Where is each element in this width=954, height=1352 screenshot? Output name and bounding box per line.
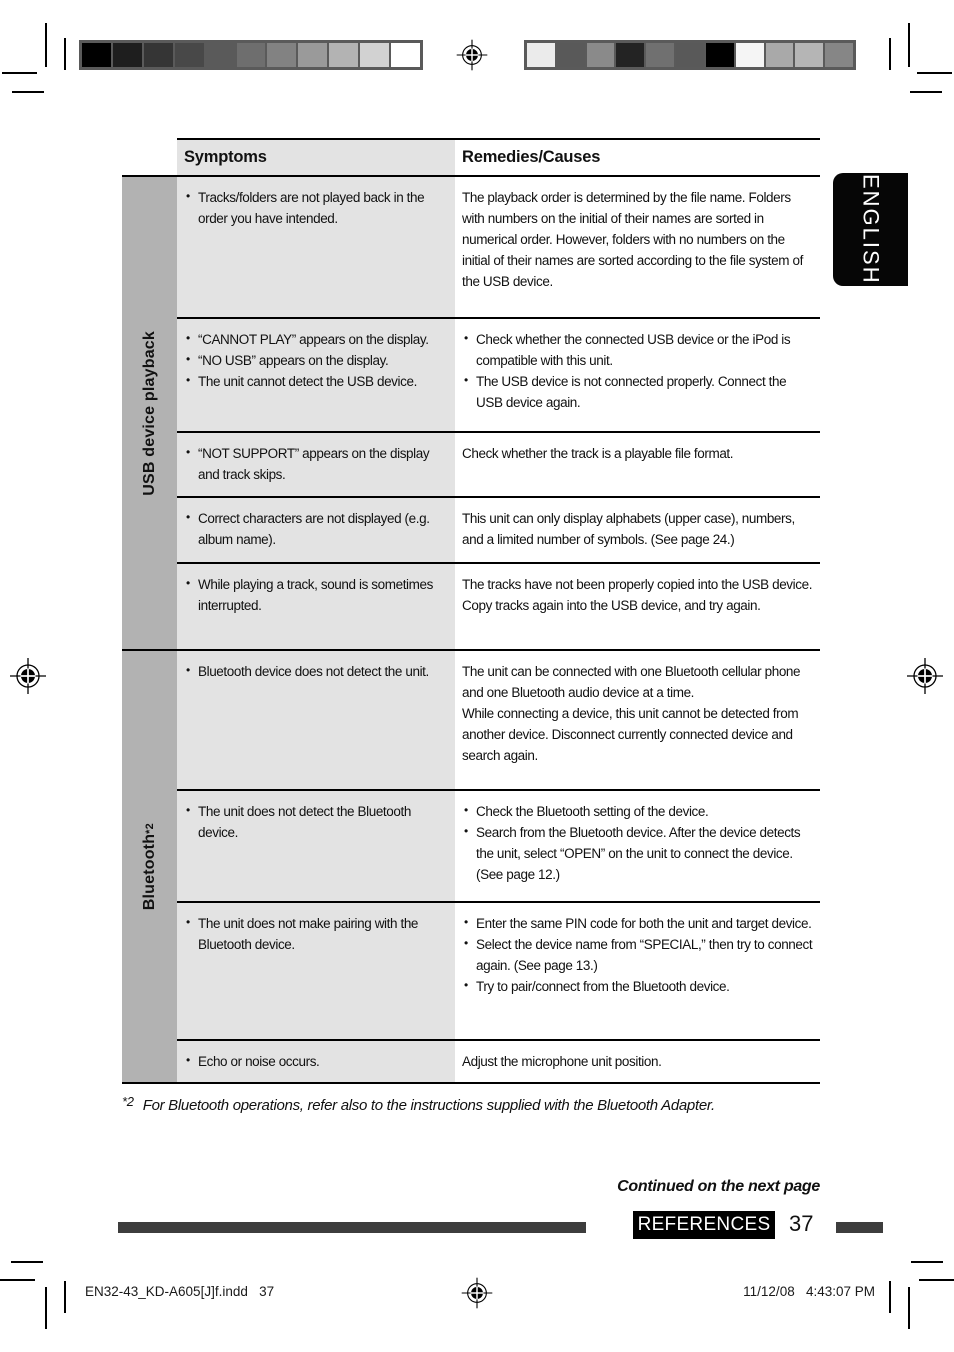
registration-mark-right <box>905 656 945 696</box>
crop-mark <box>917 72 952 74</box>
calibration-segment <box>557 43 585 67</box>
calibration-segment <box>267 43 296 67</box>
crop-mark <box>64 38 66 70</box>
footnote-marker: *2 <box>122 1094 134 1109</box>
calibration-segment <box>527 43 555 67</box>
table-row-symptom <box>177 319 455 433</box>
bullet-dot: • <box>186 915 190 929</box>
remedy-item: • Search from the Bluetooth device. After the device detects the unit, select “OPEN” on the unit to connect the device. (See page 12.) <box>462 822 816 885</box>
crop-mark <box>2 72 37 74</box>
symptom-item: • The unit does not detect the Bluetooth device. <box>184 801 449 843</box>
calibration-segment <box>237 43 266 67</box>
calibration-segment <box>706 43 734 67</box>
registration-mark-top <box>455 38 489 72</box>
footer-rule-right <box>836 1222 883 1233</box>
calibration-segment <box>329 43 358 67</box>
table-row-symptom <box>177 177 455 319</box>
remedy-item: Adjust the microphone unit position. <box>462 1054 662 1069</box>
registration-mark-bottom <box>460 1276 494 1310</box>
table-row-symptom <box>177 651 455 791</box>
calibration-segment <box>825 43 853 67</box>
symptom-item: • Bluetooth device does not detect the unit. <box>184 661 449 682</box>
category-label: USB device playback <box>141 330 158 496</box>
remedy-item: • The USB device is not connected properly. Connect the USB device again. <box>462 371 816 413</box>
table-row-remedy <box>455 433 820 498</box>
page-number: 37 <box>789 1211 814 1236</box>
table-row-remedy <box>455 177 820 319</box>
crop-mark <box>908 1287 910 1329</box>
remedy-item: This unit can only display alphabets (upper case), numbers, and a limited number of symbols. (See page 24.) <box>462 511 795 547</box>
bullet-dot: • <box>464 331 468 345</box>
section-label-box <box>633 1211 775 1239</box>
bullet-dot: • <box>186 445 190 459</box>
bullet-dot: • <box>186 803 190 817</box>
crop-mark <box>889 1281 891 1313</box>
table-row-remedy <box>455 903 820 1041</box>
remedy-item: • Try to pair/connect from the Bluetooth device. <box>462 976 816 997</box>
bullet-dot: • <box>464 915 468 929</box>
table-row-symptom <box>177 564 455 651</box>
symptom-item: • “CANNOT PLAY” appears on the display. <box>184 329 449 350</box>
calibration-segment <box>676 43 704 67</box>
calibration-segment <box>391 43 420 67</box>
category-label: Bluetooth*2 <box>140 822 158 911</box>
crop-mark <box>0 1279 35 1281</box>
crop-mark <box>12 91 44 93</box>
calibration-segment <box>113 43 142 67</box>
table-row-remedy <box>455 564 820 651</box>
remedy-item: • Check the Bluetooth setting of the device. <box>462 801 816 822</box>
table-row-symptom <box>177 498 455 564</box>
symptom-item: • While playing a track, sound is sometimes interrupted. <box>184 574 449 616</box>
table-row-remedy <box>455 651 820 791</box>
bullet-dot: • <box>464 373 468 387</box>
registration-mark-left <box>8 656 48 696</box>
table-row-symptom <box>177 903 455 1041</box>
symptom-item: • “NOT SUPPORT” appears on the display and track skips. <box>184 443 449 485</box>
language-tab-label: ENGLISH <box>858 174 884 285</box>
table-row-remedy <box>455 319 820 433</box>
symptom-item: • The unit cannot detect the USB device. <box>184 371 449 392</box>
symptom-item: • Tracks/folders are not played back in the order you have intended. <box>184 187 449 229</box>
calibration-segment <box>82 43 111 67</box>
bullet-dot: • <box>464 824 468 838</box>
print-timestamp: 11/12/08 4:43:07 PM <box>743 1284 875 1299</box>
crop-mark <box>910 91 942 93</box>
remedy-item: The playback order is determined by the file name. Folders with numbers on the initial of their names are sorted in numerical order. However, folders with no numbers on the initial of their names are sorted according to the file system of the USB device. <box>462 190 803 289</box>
calibration-segment <box>360 43 389 67</box>
table-row-symptom <box>177 433 455 498</box>
remedy-item: The tracks have not been properly copied into the USB device. <box>462 577 813 592</box>
footnote <box>122 1094 822 1114</box>
symptom-item: • “NO USB” appears on the display. <box>184 350 449 371</box>
table-row-symptom <box>177 1041 455 1084</box>
crop-mark <box>11 1261 43 1263</box>
bullet-dot: • <box>186 663 190 677</box>
bullet-dot: • <box>186 189 190 203</box>
calibration-segment <box>736 43 764 67</box>
crop-mark <box>908 23 910 67</box>
remedy-item: • Select the device name from “SPECIAL,” then try to connect again. (See page 13.) <box>462 934 816 976</box>
remedy-item: The unit can be connected with one Bluetooth cellular phone and one Bluetooth audio device at a time. <box>462 664 801 700</box>
bullet-dot: • <box>186 510 190 524</box>
calibration-segment <box>766 43 794 67</box>
troubleshooting-table <box>122 138 820 1084</box>
remedy-item: Check whether the track is a playable file format. <box>462 446 734 461</box>
category-usb-device-playback <box>122 177 177 651</box>
section-label: REFERENCES <box>637 1214 771 1235</box>
bullet-dot: • <box>186 576 190 590</box>
table-row-remedy <box>455 1041 820 1084</box>
calibration-segment <box>175 43 204 67</box>
calibration-bar-left <box>79 40 423 70</box>
crop-mark <box>919 1279 954 1281</box>
bullet-dot: • <box>186 331 190 345</box>
symptom-item: • Correct characters are not displayed (e.g. album name). <box>184 508 449 550</box>
continued-note: Continued on the next page <box>617 1178 820 1195</box>
calibration-bar-right <box>524 40 856 70</box>
footnote-reference: *2 <box>143 822 156 834</box>
table-row-remedy <box>455 498 820 564</box>
category-bluetooth <box>122 651 177 1084</box>
calibration-segment <box>795 43 823 67</box>
crop-mark <box>64 1281 66 1313</box>
calibration-segment <box>587 43 615 67</box>
print-file-info: EN32-43_KD-A605[J]f.indd 37 <box>85 1284 275 1299</box>
crop-mark <box>911 1261 943 1263</box>
calibration-segment <box>616 43 644 67</box>
bullet-dot: • <box>464 978 468 992</box>
column-header-symptoms: Symptoms <box>177 138 455 177</box>
remedy-item: While connecting a device, this unit cannot be detected from another device. Disconnect currently connected device and search again. <box>462 706 799 763</box>
footnote-text: For Bluetooth operations, refer also to the instructions supplied with the Bluetooth Adapter. <box>142 1097 715 1114</box>
bullet-dot: • <box>186 373 190 387</box>
bullet-dot: • <box>186 352 190 366</box>
header-spacer <box>122 138 177 177</box>
bullet-dot: • <box>464 936 468 950</box>
language-tab <box>833 173 908 286</box>
table-row-symptom <box>177 791 455 903</box>
crop-mark <box>45 23 47 67</box>
crop-mark <box>45 1287 47 1329</box>
table-row-remedy <box>455 791 820 903</box>
bullet-dot: • <box>186 1053 190 1067</box>
calibration-segment <box>144 43 173 67</box>
crop-mark <box>889 38 891 70</box>
calibration-segment <box>646 43 674 67</box>
calibration-segment <box>298 43 327 67</box>
bullet-dot: • <box>464 803 468 817</box>
symptom-item: • Echo or noise occurs. <box>184 1051 449 1072</box>
remedy-item: • Check whether the connected USB device or the iPod is compatible with this unit. <box>462 329 816 371</box>
calibration-segment <box>206 43 235 67</box>
symptom-item: • The unit does not make pairing with the Bluetooth device. <box>184 913 449 955</box>
footer-rule-left <box>118 1222 586 1233</box>
column-header-remedies: Remedies/Causes <box>455 138 820 177</box>
remedy-item: Copy tracks again into the USB device, and try again. <box>462 598 761 613</box>
remedy-item: • Enter the same PIN code for both the unit and target device. <box>462 913 816 934</box>
